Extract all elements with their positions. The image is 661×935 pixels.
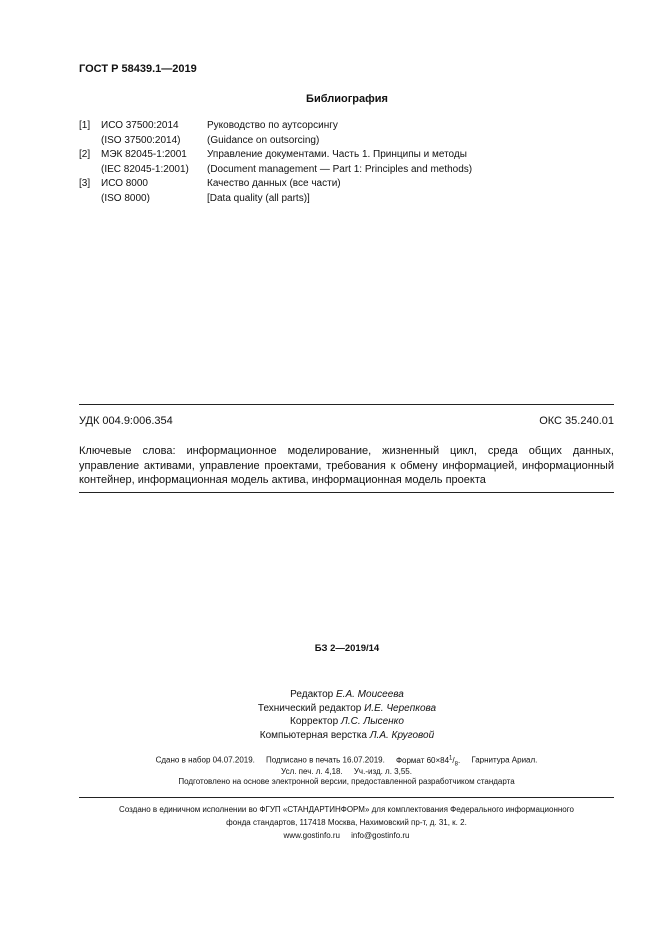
bibliography-entry-original-title: [Data quality (all parts)]: [207, 192, 310, 204]
keywords-text: информационное моделирование, жизненный цикл, среда общих данных, управление активами, управление проектами, требования к обмену информацией, информационный контейнер, информационная модель актива, информационная модель проекта: [79, 445, 614, 487]
imprint-pub-sheets: Уч.-изд. л. 3,55.: [353, 767, 412, 776]
bibliography-entry-original-code: (ISO 8000): [101, 192, 150, 204]
bz-code: БЗ 2—2019/14: [314, 643, 380, 654]
publisher-footer: [79, 803, 614, 842]
udk-code: УДК 004.9:006.354: [79, 415, 173, 427]
bibliography-entry-title: Управление документами. Часть 1. Принципы и методы: [207, 149, 467, 161]
imprint-print-sheets: Усл. печ. л. 4,18.: [281, 767, 343, 776]
keywords-paragraph: [79, 444, 614, 488]
staff-name: Е.А. Моисеева: [336, 689, 404, 700]
staff-role: Технический редактор: [257, 702, 362, 714]
bibliography-entry-number: [1]: [79, 120, 91, 131]
imprint-submitted: Сдано в набор 04.07.2019.: [155, 755, 255, 765]
divider-footer: [79, 797, 614, 798]
bibliography-entry-original: [79, 163, 472, 178]
bibliography-entry-number: [3]: [79, 178, 91, 190]
bibliography-entry-original-title: (Guidance on outsorcing): [207, 134, 320, 146]
bibliography-entry-title: Руководство по аутсорсингу: [207, 120, 338, 131]
editorial-staff: [250, 688, 444, 742]
bibliography-list: [79, 119, 472, 207]
bibliography-entry-code: ИСО 8000: [101, 178, 148, 190]
footer-contacts: [79, 829, 614, 842]
staff-role: Редактор: [290, 689, 334, 700]
bibliography-entry-original-code: (ISO 37500:2014): [101, 134, 181, 146]
footer-website-link[interactable]: www.gostinfo.ru: [283, 831, 340, 840]
footer-line-1: Создано в единичном исполнении во ФГУП «СТАНДАРТИНФОРМ» для комплектования Федерального информационного: [119, 805, 574, 814]
staff-name: Л.А. Круговой: [369, 729, 435, 741]
staff-line: [250, 688, 444, 702]
bibliography-entry: [79, 148, 472, 163]
footer-line-2: фонда стандартов, 117418 Москва, Нахимовский пр-т, д. 31, к. 2.: [226, 818, 467, 827]
staff-role: Корректор: [290, 716, 339, 728]
staff-role: Компьютерная верстка: [259, 729, 367, 741]
imprint-format: Формат $60\times 84^1/_8$.: [395, 755, 461, 768]
bibliography-entry: [79, 177, 472, 192]
bibliography-entry-original: [79, 192, 472, 207]
staff-line: [250, 702, 444, 716]
bibliography-entry-title: Качество данных (все части): [207, 178, 341, 190]
bibliography-entry-code: ИСО 37500:2014: [101, 120, 179, 131]
imprint-prepared: Подготовлено на основе электронной версии, предоставленной разработчиком стандарта: [178, 777, 515, 786]
bibliography-entry-code: МЭК 82045-1:2001: [101, 149, 187, 161]
staff-name: И.Е. Черепкова: [364, 702, 437, 714]
imprint-line-1: [79, 755, 614, 767]
document-header-code: ГОСТ Р 58439.1—2019: [79, 63, 197, 75]
oks-code: ОКС 35.240.01: [539, 415, 614, 427]
bibliography-entry: [79, 119, 472, 134]
imprint-typeface: Гарнитура Ариал.: [471, 755, 538, 765]
divider-bottom: [79, 492, 614, 493]
bibliography-entry-original: [79, 134, 472, 149]
footer-email-link[interactable]: info@gostinfo.ru: [351, 831, 410, 840]
bibliography-entry-original-title: (Document management — Part 1: Principles and methods): [207, 163, 473, 175]
bibliography-title: Библиография: [306, 93, 388, 105]
staff-line: [250, 715, 444, 729]
imprint-line-2: [79, 767, 614, 776]
bibliography-entry-number: [2]: [79, 149, 91, 161]
imprint-signed: Подписано в печать 16.07.2019.: [266, 755, 385, 765]
staff-name: Л.С. Лысенко: [340, 716, 404, 728]
bibliography-entry-original-code: (IEC 82045-1:2001): [101, 163, 189, 175]
divider-top: [79, 404, 614, 405]
staff-line: [250, 729, 444, 743]
keywords-label: Ключевые слова:: [79, 445, 176, 457]
